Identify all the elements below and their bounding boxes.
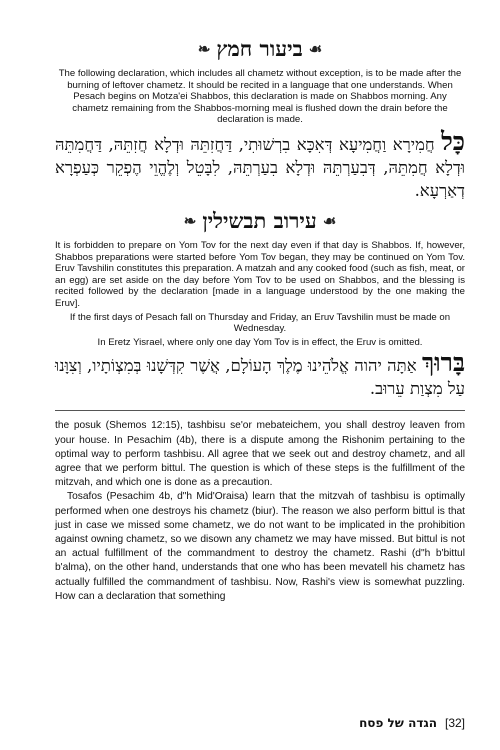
heading-text: ביעור חמץ [216,36,303,61]
instruction-biur: The following declaration, which includes all chametz without exception, is to be made after the burning of leftover chametz. It should be recited in a language that one understands. When Pesach begins on Motza'ei Shabbos, this declaration is made on Shabbos morning. Any chametz remaining from the Shabbos-morning meal is flushed down the drain before the declaration is made. [58,68,462,126]
section-heading-biur [55,36,465,62]
instruction-eruv-eretz-yisrael: In Eretz Yisrael, where only one day Yom Tov is in effect, the Eruv is omitted. [97,336,423,348]
commentary-paragraph: the posuk (Shemos 12:15), tashbisu se'or mebateichem, you shall destroy leaven from your house. In Pesachim (4b), there is a dispute among the Rishonim pertaining to the optimal way to perform tashbisu. All agree that we seek out and destroy chametz, and all agree that we perform bittul. The question is which of these steps is the fulfillment of the mitzvah, and which one is done as a precaution. [55,420,465,489]
first-word: בָּרוּךְ [421,348,465,378]
footer-title: הגדה של פסח [359,716,437,730]
ornament-icon: ❧ [197,40,211,58]
first-word: כָּל [441,126,465,156]
page-footer [55,716,465,730]
declaration-kol-chamira [55,126,465,202]
commentary-paragraph: Tosafos (Pesachim 4b, d"h Mid'Oraisa) learn that the mitzvah of tashbisu is optimally performed when one destroys his chametz (biur). The reason we also perform bittul is that just in case we missed some chametz, we do not want to be implicated in the prohibition against owning chametz, so we disown any chametz we may have missed. But bittul is not an actual fulfillment of the commandment to destroy the chametz. Rashi (d"h b'bittul b'alma), on the other hand, understands that one who has been mevatell his chametz has actually fulfilled the commandment of tashbisu. Now, Rashi's view is somewhat puzzling. How can a declaration that something [55,491,465,602]
blessing-text: אַתָּה יהוה אֱלֹהֵינוּ מֶלֶךְ הָעוֹלָם, אֲשֶׁר קִדְּשָׁנוּ בְּמִצְוֹתָיו, וְצִוָּנוּ עַל מִצְוַת עֵרוּב. [55,356,465,399]
ornament-icon: ❧ [183,211,197,230]
ornament-icon: ☙ [308,40,323,58]
declaration-text: חֲמִירָא וַחֲמִיעָא דְּאִכָּא בִרְשׁוּתִי, דַּחֲזִתֵּהּ וּדְלָא חֲזִתֵּהּ, דַּחֲמִתֵּהּ וּדְלָא חֲמִתֵּהּ, דְּבִעַרְתֵּהּ וּדְלָא בִעַרְתֵּהּ, לִבָּטֵל וְלֶהֱוֵי הֶפְקֵר כְּעַפְרָא דְאַרְעָא. [55,134,465,200]
divider [55,410,465,411]
ornament-icon: ☙ [322,211,337,230]
section-heading-eruv [55,208,465,234]
page-content [55,36,465,604]
page-number: [32] [444,716,465,730]
blessing-baruch [55,348,465,400]
instruction-eruv-thursday: If the first days of Pesach fall on Thursday and Friday, an Eruv Tavshilin must be made on Wednesday. [69,311,451,335]
heading-text: עירוב תבשילין [202,207,317,233]
instruction-eruv: It is forbidden to prepare on Yom Tov for the next day even if that day is Shabbos. If, however, Shabbos preparations were started before Yom Tov began, they may be continued on Yom Tov. Eruv Tavshilin constitutes this preparation. A matzah and any cooked food (such as fish, meat, or an egg) are set aside on the day before Yom Tov to be used on Shabbos, and the blessing is recited followed by the declaration [made in a language understood by the one making the Eruv]. [55,239,465,309]
